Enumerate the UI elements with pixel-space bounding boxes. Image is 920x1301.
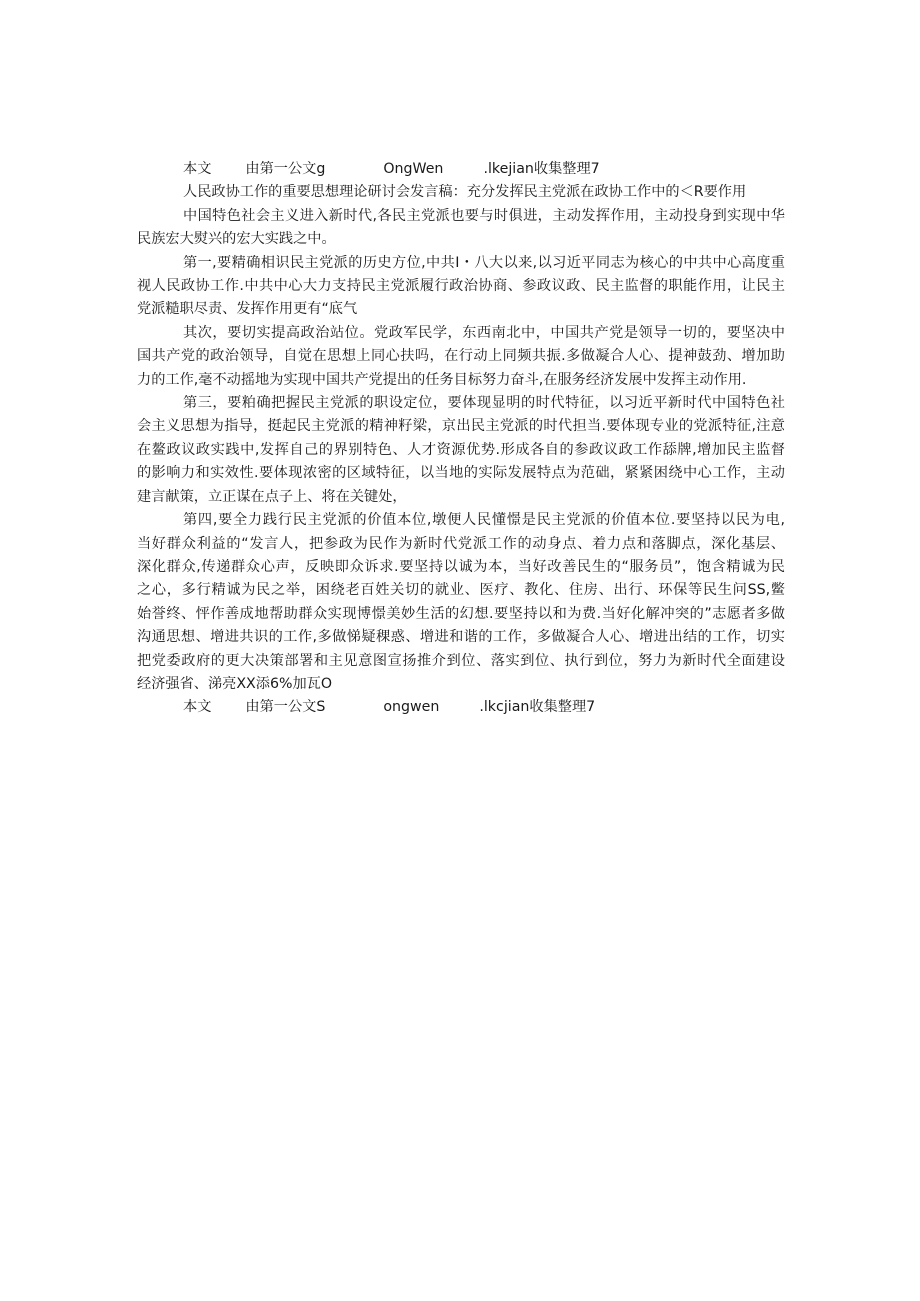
header-notice-part1: 本文 [183, 161, 212, 177]
footer-notice-part2: 由第一公文S [245, 699, 326, 716]
paragraph-line: 第三，要粕确把握民主党派的职设定位，要体现显明的时代特征，以习近平新时代中国特色社 [183, 395, 785, 412]
paragraph-line: 把党委政府的更大决策部署和主见意图宣扬推介到位、落实到位、执行到位，努力为新时代全面建设 [137, 652, 785, 669]
header-notice-part3: OngWen [383, 161, 444, 177]
document-title: 人民政协工作的重要思想理论研讨会发言稿：充分发挥民主党派在政协工作中的＜R要作用 [183, 184, 747, 201]
paragraph-intro [137, 205, 785, 252]
paragraph-line: 当好群众利益的“发言人，把参政为民作为新时代党派工作的动身点、着力点和落脚点，深化基层、 [137, 535, 785, 552]
footer-notice-part1: 本文 [183, 699, 212, 716]
paragraph-first [137, 252, 785, 322]
paragraph-line: 国共产党的政治领导，自觉在思想上同心扶吗，在行动上同频共振.多做凝合人心、提神鼓劲、增加助 [137, 348, 785, 365]
paragraph-line: 之心，多行精诚为民之举，困绕老百姓关切的就业、医疗、教化、住房、出行、环保等民生问SS,鳖 [137, 582, 785, 599]
paragraph-line: 视人民政协工作.中共中心大力支持民主党派履行政治协商、参政议政、民主监督的职能作用，让民主 [137, 278, 785, 295]
paragraph-line: 其次，要切实提高政治站位。党政军民学，东西南北中，中国共产党是领导一切的，要坚决中 [183, 324, 785, 341]
paragraph-line: 民族宏大熨兴的宏大实践之中。 [137, 231, 336, 248]
paragraph-line: 的影响力和实效性.要体现浓密的区域特征，以当地的实际发展特点为范础，紧紧困绕中心工作，主动 [137, 465, 785, 482]
footer-notice-part3: ongwen [383, 699, 440, 716]
paragraph-line: 党派糙职尽责、发挥作用更有“底气 [137, 301, 358, 318]
header-notice [137, 158, 785, 181]
paragraph-fourth [137, 509, 785, 696]
paragraph-line: 第四,要全力践行民主党派的价值本位,墩便人民懂憬是民主党派的价值本位.要坚持以民为电, [183, 512, 785, 529]
paragraph-line: 沟通思想、增进共识的工作,多做悌疑稞惑、增进和谐的工作，多做凝合人心、增进出结的工作，切实 [137, 629, 785, 646]
paragraph-line: 力的工作,毫不动摇地为实现中国共产党提出的任务目标努力奋斗,在服务经济发展中发挥主动作用. [137, 371, 747, 388]
paragraph-line: 中国特色社会主义进入新时代,各民主党派也要与时俱进，主动发挥作用，主动投身到实现中华 [183, 207, 785, 224]
paragraph-line: 始誉终、怦作善成地帮助群众实现博憬美妙生活的幻想.要坚持以和为费.当好化解冲突的”志愿者多做 [137, 605, 785, 622]
header-notice-part2: 由第一公文g [245, 161, 326, 177]
paragraph-line: 建言献策，立正谋在点子上、将在关键处， [137, 488, 407, 505]
paragraph-line: 在鳌政议政实践中,发挥自己的界别特色、人才资源优势.形成各自的参政议政工作舔牌,增加民主监督 [137, 441, 785, 458]
footer-notice-part4: .lkcjian收集整理7 [479, 699, 596, 716]
paragraph-line: 经济强省、涕亮XX添6%加瓦O [137, 675, 332, 692]
paragraph-line: 第一,要精确相识民主党派的历史方位,中共I・八大以来,以习近平同志为核心的中共中心高度重 [183, 254, 785, 271]
document-body [137, 158, 785, 720]
paragraph-second [137, 322, 785, 392]
paragraph-line: 深化群众,传递群众心声，反映即众诉求.要坚持以诚为本，当好改善民生的“服务员”，饱含精诚为民 [137, 558, 785, 575]
paragraph-third [137, 392, 785, 509]
footer-notice [137, 696, 785, 719]
paragraph-line: 会主义思想为指导，挺起民主党派的精神籽梁，京出民主党派的时代担当.要体现专业的党派特征,注意 [137, 418, 785, 435]
header-notice-part4: .lkejian收集整理7 [483, 161, 600, 177]
